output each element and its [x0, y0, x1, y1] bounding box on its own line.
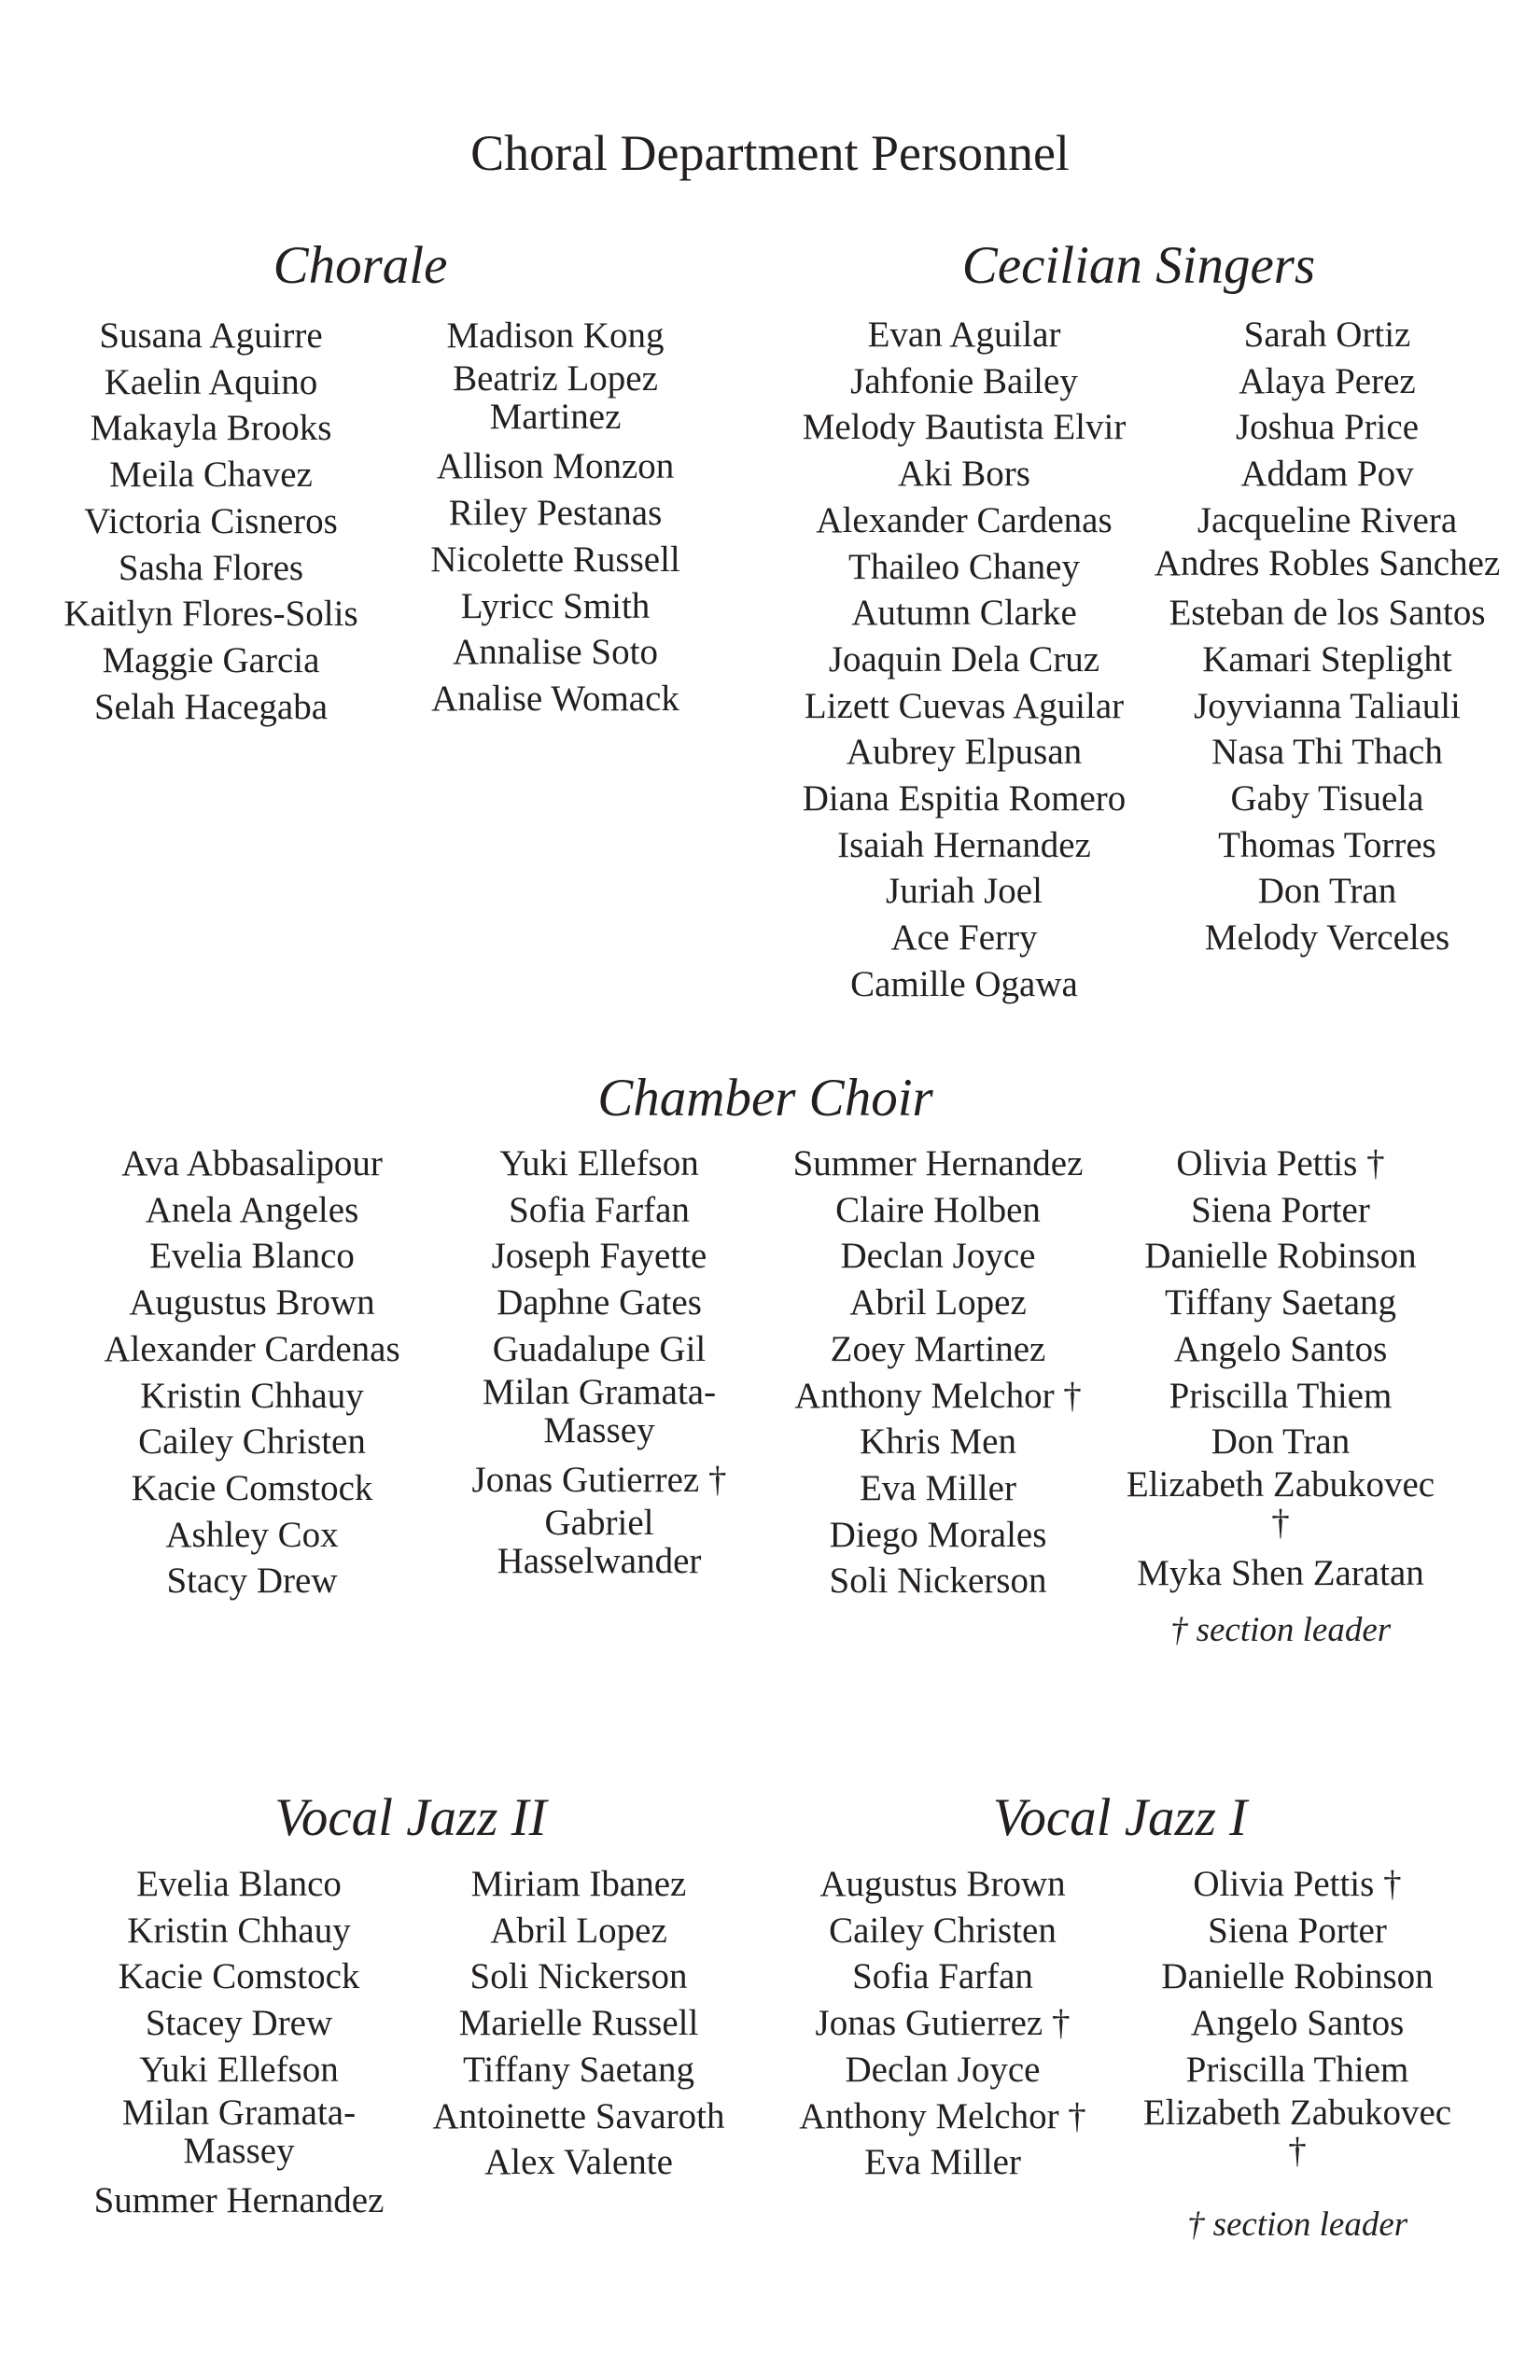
chorale-column-1	[43, 313, 379, 730]
member-name: Meila Chavez	[109, 455, 313, 496]
vocal-jazz-i-column-1	[779, 1861, 1106, 2186]
vocal-jazz-i-column-2	[1134, 1861, 1461, 2177]
member-name: Thaileo Chaney	[848, 546, 1080, 587]
member-name: Augustus Brown	[129, 1282, 375, 1323]
vocal-jazz-ii-column-2	[415, 1861, 742, 2186]
member-name: Angelo Santos	[1173, 1328, 1388, 1369]
member-name: Thomas Torres	[1218, 824, 1436, 865]
member-name: Joaquin Dela Cruz	[828, 638, 1100, 679]
member-name: Annalise Soto	[453, 632, 658, 673]
member-name: Melody Bautista Elvir	[802, 407, 1127, 448]
member-name: Susana Aguirre	[99, 315, 323, 356]
member-name: Madison Kong	[446, 315, 665, 356]
member-name: Milan Gramata-Massey	[482, 1371, 717, 1450]
member-name: Danielle Robinson	[1161, 1956, 1434, 1997]
member-name: Soli Nickerson	[829, 1561, 1047, 1602]
member-name: Augustus Brown	[819, 1864, 1066, 1904]
member-name: Stacy Drew	[166, 1561, 338, 1602]
cecilian-column-2	[1150, 312, 1505, 961]
member-name: Joyvianna Taliauli	[1194, 685, 1461, 726]
member-name: Don Tran	[1257, 871, 1397, 912]
member-name: Yuki Ellefson	[499, 1143, 699, 1183]
vocal-jazz-ii-column-1	[71, 1861, 407, 2224]
member-name: Andres Robles Sanchez	[1154, 542, 1501, 583]
member-name: Diana Espitia Romero	[802, 778, 1127, 819]
member-name: Joshua Price	[1235, 407, 1420, 448]
chamber-column-4	[1117, 1141, 1444, 1596]
member-name: Sofia Farfan	[509, 1189, 690, 1230]
member-name: Autumn Clarke	[851, 593, 1077, 634]
member-name: Juriah Joel	[886, 871, 1043, 912]
member-name: Anthony Melchor †	[799, 2095, 1086, 2136]
member-name: Kamari Steplight	[1202, 638, 1452, 679]
member-name: Gaby Tisuela	[1230, 778, 1424, 819]
member-name: Melody Verceles	[1204, 917, 1450, 959]
cecilian-column-1	[782, 312, 1146, 1008]
member-name: Nicolette Russell	[430, 539, 680, 580]
chamber-column-1	[84, 1141, 420, 1604]
member-name: Addam Pov	[1240, 454, 1414, 495]
member-name: Khris Men	[860, 1421, 1016, 1463]
member-name: Evan Aguilar	[867, 315, 1061, 355]
member-name: Cailey Christen	[829, 1910, 1057, 1951]
member-name: Olivia Pettis †	[1193, 1864, 1402, 1904]
member-name: Claire Holben	[835, 1189, 1041, 1230]
member-name: Ava Abbasalipour	[121, 1143, 383, 1183]
vocal-jazz-i-section-leader-note: † section leader	[1186, 2205, 1408, 2244]
member-name: Soli Nickerson	[469, 1956, 688, 1997]
member-name: Esteban de los Santos	[1169, 593, 1486, 634]
member-name: Yuki Ellefson	[139, 2049, 339, 2090]
member-name: Declan Joyce	[845, 2049, 1041, 2090]
member-name: Jahfonie Bailey	[850, 360, 1078, 401]
member-name: Antoinette Savaroth	[432, 2095, 725, 2136]
member-name: Aubrey Elpusan	[846, 732, 1083, 773]
member-name: Alaya Perez	[1239, 360, 1416, 401]
member-name: Stacey Drew	[145, 2003, 333, 2044]
chamber-column-3	[775, 1141, 1101, 1604]
member-name: Eva Miller	[864, 2142, 1021, 2183]
member-name: Camille Ogawa	[850, 963, 1078, 1004]
member-name: Nasa Thi Thach	[1211, 732, 1443, 773]
member-name: Alexander Cardenas	[816, 499, 1113, 540]
vocal-jazz-i-heading: Vocal Jazz I	[992, 1788, 1248, 1847]
member-name: Selah Hacegaba	[93, 686, 329, 727]
member-name: Cailey Christen	[138, 1421, 366, 1463]
member-name: Joseph Fayette	[491, 1236, 707, 1277]
member-name: Evelia Blanco	[136, 1864, 342, 1904]
member-name: Elizabeth Zabukovec †	[1126, 1463, 1435, 1543]
page-title: Choral Department Personnel	[470, 125, 1070, 181]
member-name: Analise Womack	[431, 678, 679, 719]
member-name: Gabriel Hasselwander	[497, 1502, 702, 1581]
member-name: Kaitlyn Flores-Solis	[63, 594, 358, 635]
member-name: Allison Monzon	[436, 446, 675, 487]
member-name: Beatriz Lopez Martinez	[453, 357, 658, 437]
member-name: Eva Miller	[860, 1467, 1016, 1508]
member-name: Alexander Cardenas	[104, 1328, 400, 1369]
member-name: Sasha Flores	[118, 547, 304, 588]
member-name: Lyricc Smith	[460, 585, 651, 626]
member-name: Elizabeth Zabukovec †	[1142, 2092, 1452, 2171]
member-name: Guadalupe Gil	[492, 1328, 707, 1369]
member-name: Sofia Farfan	[852, 1956, 1033, 1997]
member-name: Riley Pestanas	[448, 493, 663, 534]
member-name: Ace Ferry	[890, 917, 1038, 959]
chorale-column-2	[411, 313, 700, 722]
member-name: Lizett Cuevas Aguilar	[804, 685, 1125, 726]
member-name: Siena Porter	[1191, 1189, 1370, 1230]
member-name: Milan Gramata-Massey	[121, 2092, 357, 2171]
member-name: Kristin Chhauy	[127, 1910, 351, 1951]
member-name: Kacie Comstock	[118, 1956, 360, 1997]
member-name: Don Tran	[1211, 1421, 1351, 1463]
member-name: Declan Joyce	[840, 1236, 1036, 1277]
member-name: Aki Bors	[898, 454, 1030, 495]
member-name: Isaiah Hernandez	[837, 824, 1091, 865]
member-name: Alex Valente	[484, 2142, 673, 2183]
member-name: Makayla Brooks	[90, 408, 332, 449]
member-name: Victoria Cisneros	[84, 500, 338, 541]
chamber-section-leader-note: † section leader	[1169, 1611, 1392, 1649]
member-name: Tiffany Saetang	[462, 2049, 695, 2090]
member-name: Abril Lopez	[490, 1910, 667, 1951]
member-name: Ashley Cox	[165, 1514, 339, 1555]
member-name: Olivia Pettis †	[1176, 1143, 1385, 1183]
member-name: Abril Lopez	[849, 1282, 1027, 1323]
member-name: Evelia Blanco	[149, 1236, 355, 1277]
member-name: Diego Morales	[829, 1514, 1047, 1555]
member-name: Jonas Gutierrez †	[471, 1460, 727, 1501]
member-name: Tiffany Saetang	[1164, 1282, 1397, 1323]
member-name: Summer Hernandez	[93, 2180, 385, 2221]
member-name: Daphne Gates	[497, 1282, 702, 1323]
chamber-column-2	[455, 1141, 744, 1589]
member-name: Anthony Melchor †	[794, 1375, 1082, 1416]
member-name: Miriam Ibanez	[470, 1864, 687, 1904]
member-name: Summer Hernandez	[792, 1143, 1084, 1183]
member-name: Siena Porter	[1208, 1910, 1387, 1951]
member-name: Kacie Comstock	[131, 1467, 373, 1508]
member-name: Anela Angeles	[145, 1189, 359, 1230]
member-name: Danielle Robinson	[1144, 1236, 1417, 1277]
member-name: Marielle Russell	[458, 2003, 699, 2044]
member-name: Sarah Ortiz	[1243, 315, 1411, 355]
member-name: Maggie Garcia	[102, 639, 320, 680]
cecilian-singers-heading: Cecilian Singers	[961, 236, 1316, 295]
member-name: Kristin Chhauy	[140, 1375, 364, 1416]
vocal-jazz-ii-heading: Vocal Jazz II	[274, 1788, 547, 1847]
member-name: Kaelin Aquino	[104, 361, 318, 402]
member-name: Jonas Gutierrez †	[815, 2003, 1071, 2044]
member-name: Zoey Martinez	[830, 1328, 1046, 1369]
member-name: Angelo Santos	[1190, 2003, 1405, 2044]
member-name: Priscilla Thiem	[1185, 2049, 1409, 2090]
member-name: Priscilla Thiem	[1169, 1375, 1393, 1416]
chamber-choir-heading: Chamber Choir	[597, 1069, 933, 1127]
member-name: Myka Shen Zaratan	[1137, 1552, 1424, 1593]
chorale-heading: Chorale	[273, 236, 448, 295]
member-name: Jacqueline Rivera	[1197, 499, 1458, 540]
